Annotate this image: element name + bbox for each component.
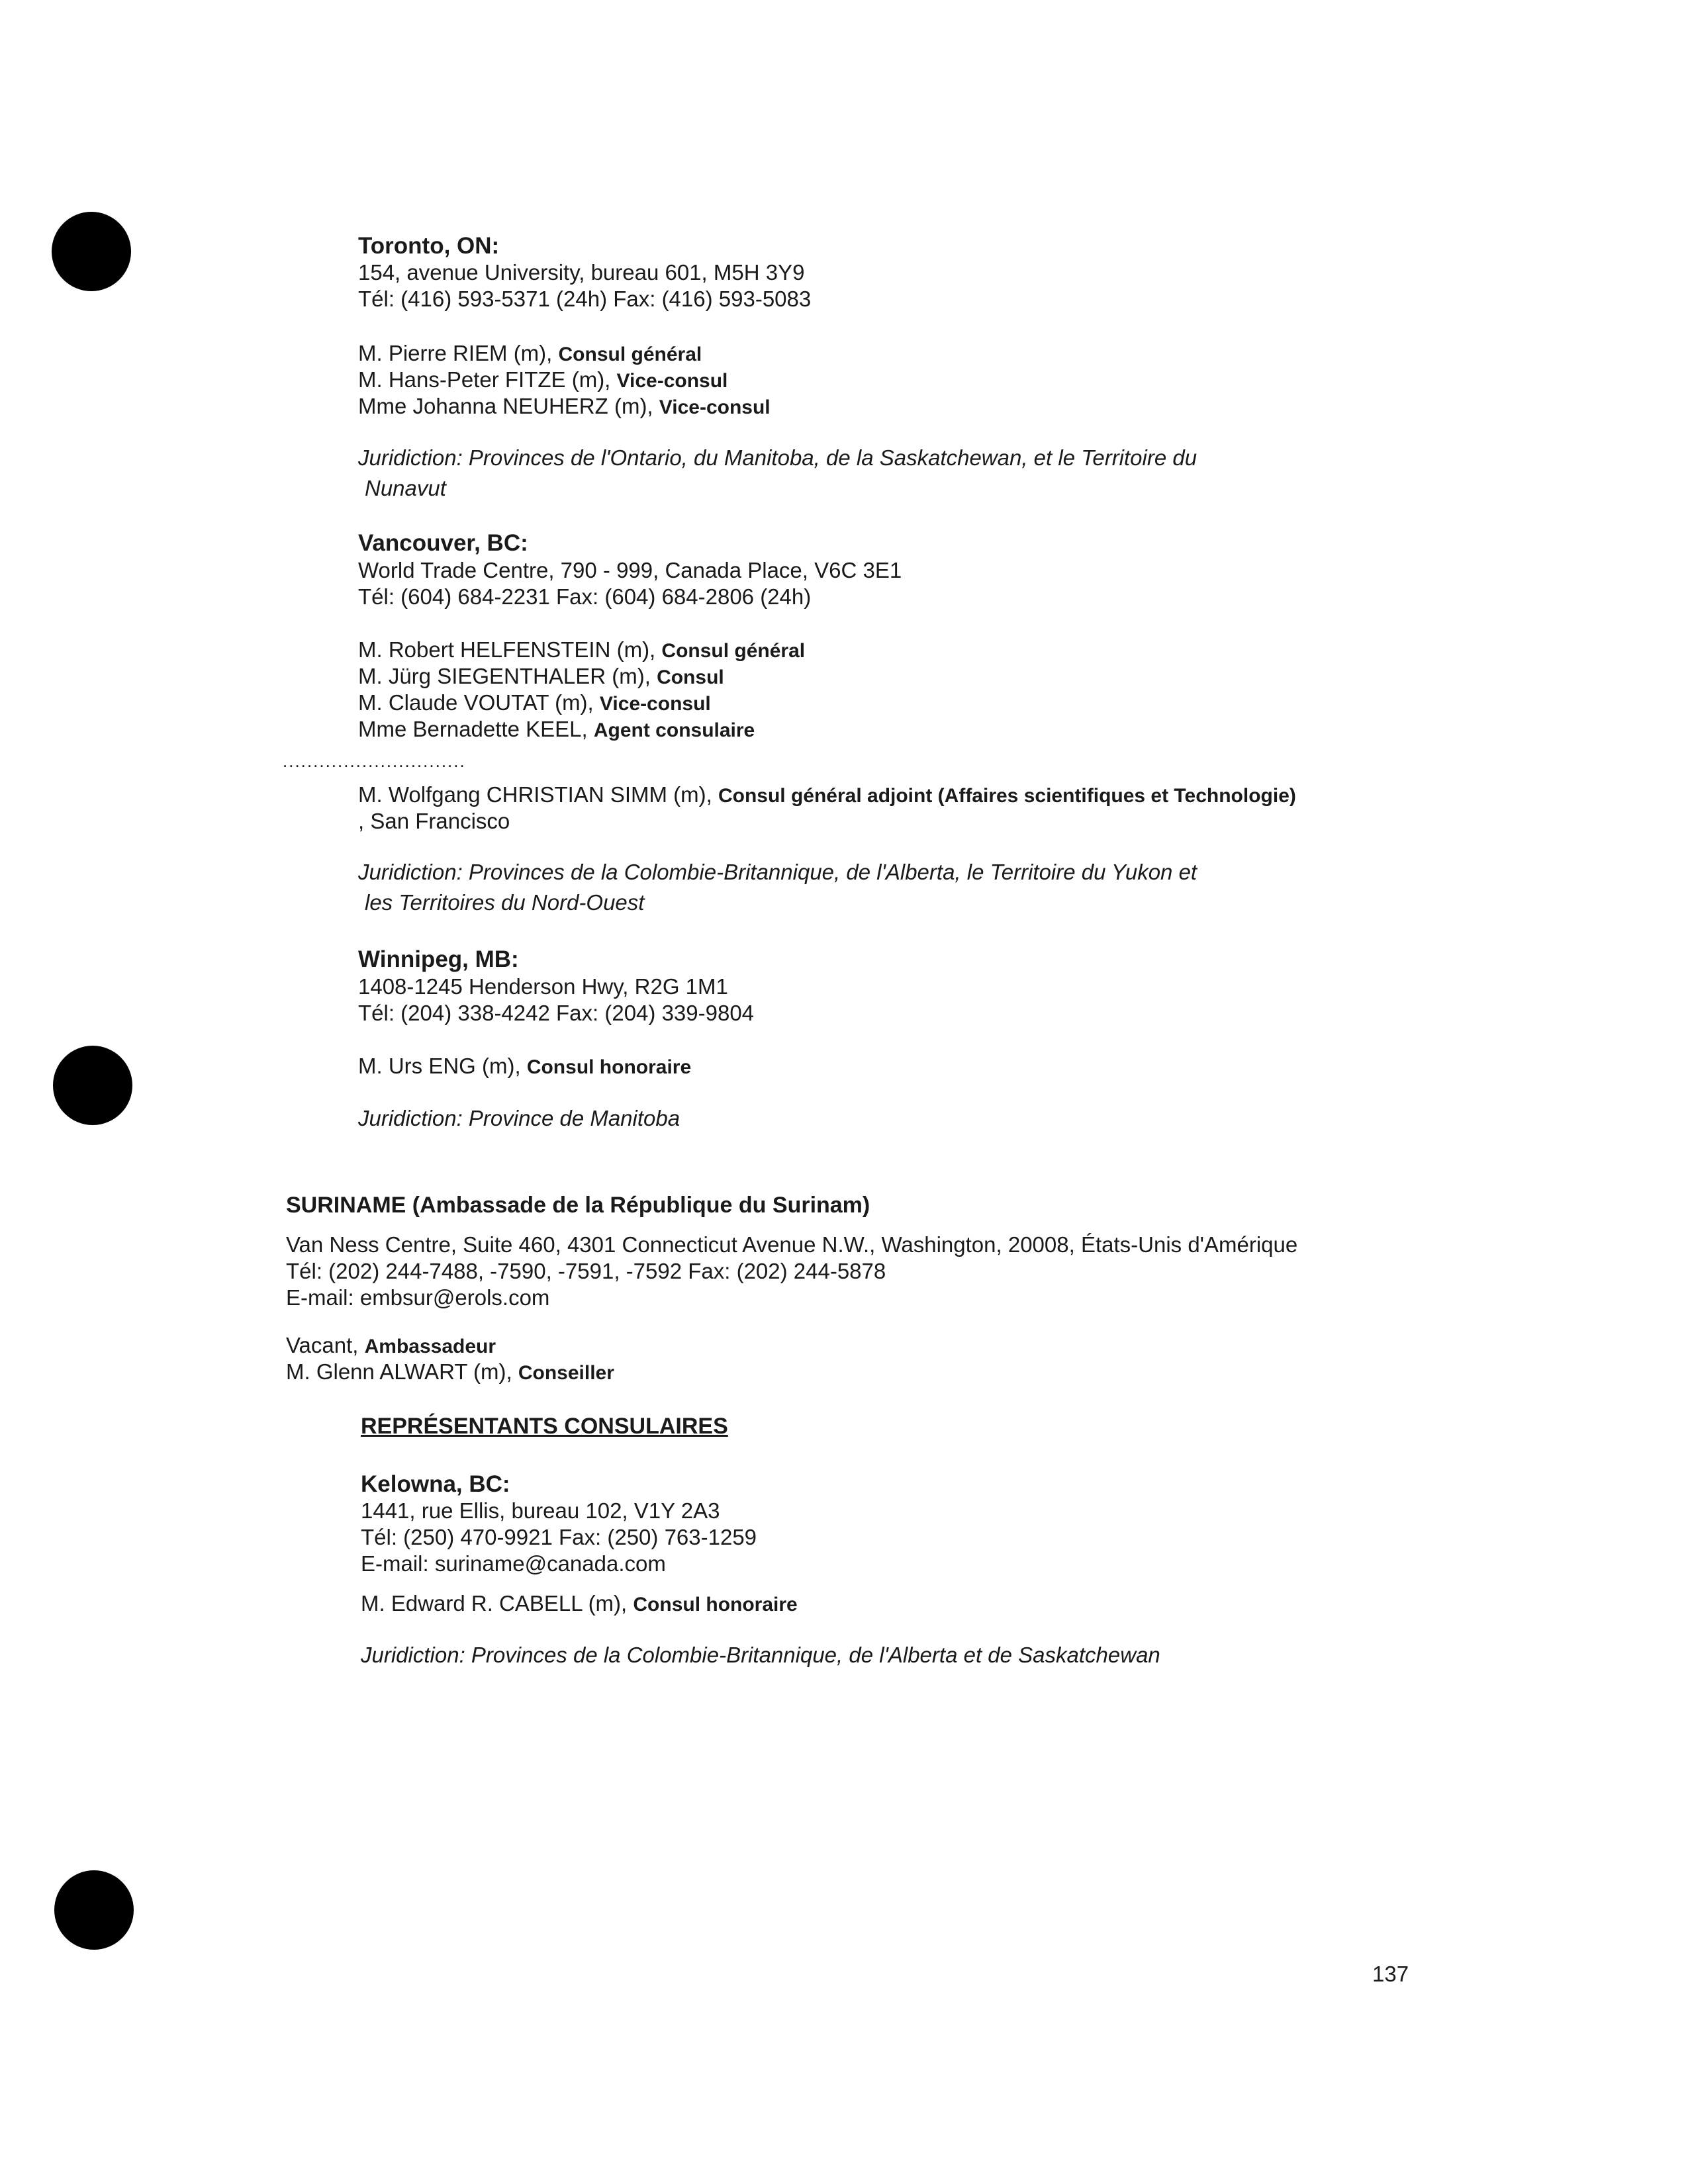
staff-title: Vice-consul (616, 370, 728, 392)
staff-entry (358, 340, 702, 368)
address: World Trade Centre, 790 - 999, Canada Place, V6C 3E1 (358, 558, 902, 582)
phone-fax: Tél: (416) 593-5371 (24h) Fax: (416) 593-5083 (358, 287, 812, 311)
staff-name: Vacant, (286, 1333, 359, 1357)
jurisdiction: Juridiction: Provinces de l'Ontario, du Manitoba, de la Saskatchewan, et le Territoire du (358, 445, 1197, 470)
address: 1441, rue Ellis, bureau 102, V1Y 2A3 (361, 1498, 720, 1523)
staff-entry (358, 663, 724, 691)
address: Van Ness Centre, Suite 460, 4301 Connecticut Avenue N.W., Washington, 20008, États-Unis d'Amérique (286, 1232, 1298, 1257)
staff-name: M. Hans-Peter FITZE (m), (358, 367, 611, 392)
staff-entry (358, 716, 755, 744)
jurisdiction: Juridiction: Provinces de la Colombie-Britannique, de l'Alberta et de Saskatchewan (361, 1643, 1160, 1667)
staff-entry (358, 637, 805, 664)
city-heading: Vancouver, BC: (358, 530, 528, 556)
staff-entry (358, 782, 1296, 809)
city-heading: Winnipeg, MB: (358, 946, 519, 972)
staff-name: M. Pierre RIEM (m), (358, 341, 553, 365)
staff-title: Ambassadeur (364, 1336, 496, 1357)
staff-name: M. Glenn ALWART (m), (286, 1359, 512, 1384)
staff-entry (358, 1053, 691, 1081)
staff-title: Agent consulaire (593, 719, 755, 741)
staff-title: Conseiller (518, 1362, 614, 1384)
staff-name: M. Claude VOUTAT (m), (358, 690, 594, 715)
staff-title: Vice-consul (599, 693, 711, 715)
staff-title: Consul honoraire (633, 1594, 798, 1615)
email: E-mail: embsur@erols.com (286, 1285, 550, 1310)
punch-hole (53, 1046, 132, 1125)
staff-title: Consul général (558, 343, 702, 365)
staff-title: Consul (657, 666, 724, 688)
staff-title-continuation: , San Francisco (358, 809, 510, 833)
staff-entry (286, 1332, 496, 1360)
city-heading: Kelowna, BC: (361, 1471, 510, 1497)
consular-representatives-heading: REPRÉSENTANTS CONSULAIRES (361, 1414, 728, 1439)
page-number: 137 (1372, 1962, 1409, 1986)
staff-name: Mme Johanna NEUHERZ (m), (358, 394, 653, 418)
staff-entry (286, 1359, 614, 1387)
staff-name: M. Robert HELFENSTEIN (m), (358, 637, 656, 662)
city-heading: Toronto, ON: (358, 233, 500, 259)
phone-fax: Tél: (250) 470-9921 Fax: (250) 763-1259 (361, 1525, 757, 1549)
email: E-mail: suriname@canada.com (361, 1551, 666, 1576)
punch-hole (52, 212, 131, 291)
address: 154, avenue University, bureau 601, M5H 3Y9 (358, 260, 805, 285)
dotted-separator: .............................. (283, 751, 466, 771)
staff-name: Mme Bernadette KEEL, (358, 717, 588, 741)
staff-name: M. Edward R. CABELL (m), (361, 1591, 628, 1615)
staff-title: Consul honoraire (526, 1056, 692, 1078)
phone-fax: Tél: (604) 684-2231 Fax: (604) 684-2806 (24h) (358, 584, 812, 609)
jurisdiction: les Territoires du Nord-Ouest (365, 890, 645, 915)
jurisdiction: Nunavut (365, 476, 446, 500)
phone-fax: Tél: (202) 244-7488, -7590, -7591, -7592 Fax: (202) 244-5878 (286, 1259, 886, 1283)
country-heading: SURINAME (Ambassade de la République du Surinam) (286, 1193, 870, 1218)
staff-entry (358, 367, 727, 394)
address: 1408-1245 Henderson Hwy, R2G 1M1 (358, 974, 728, 999)
staff-title: Consul général adjoint (Affaires scientifiques et Technologie) (718, 785, 1296, 807)
phone-fax: Tél: (204) 338-4242 Fax: (204) 339-9804 (358, 1001, 755, 1025)
staff-entry (361, 1590, 798, 1618)
staff-entry (358, 690, 711, 717)
jurisdiction: Juridiction: Province de Manitoba (358, 1106, 680, 1130)
staff-entry (358, 393, 771, 421)
punch-hole (54, 1870, 134, 1950)
staff-name: M. Urs ENG (m), (358, 1054, 521, 1078)
staff-name: M. Wolfgang CHRISTIAN SIMM (m), (358, 782, 712, 807)
staff-title: Vice-consul (659, 396, 771, 418)
staff-title: Consul général (661, 640, 806, 662)
staff-name: M. Jürg SIEGENTHALER (m), (358, 664, 651, 688)
jurisdiction: Juridiction: Provinces de la Colombie-Britannique, de l'Alberta, le Territoire du Yukon et (358, 860, 1197, 884)
